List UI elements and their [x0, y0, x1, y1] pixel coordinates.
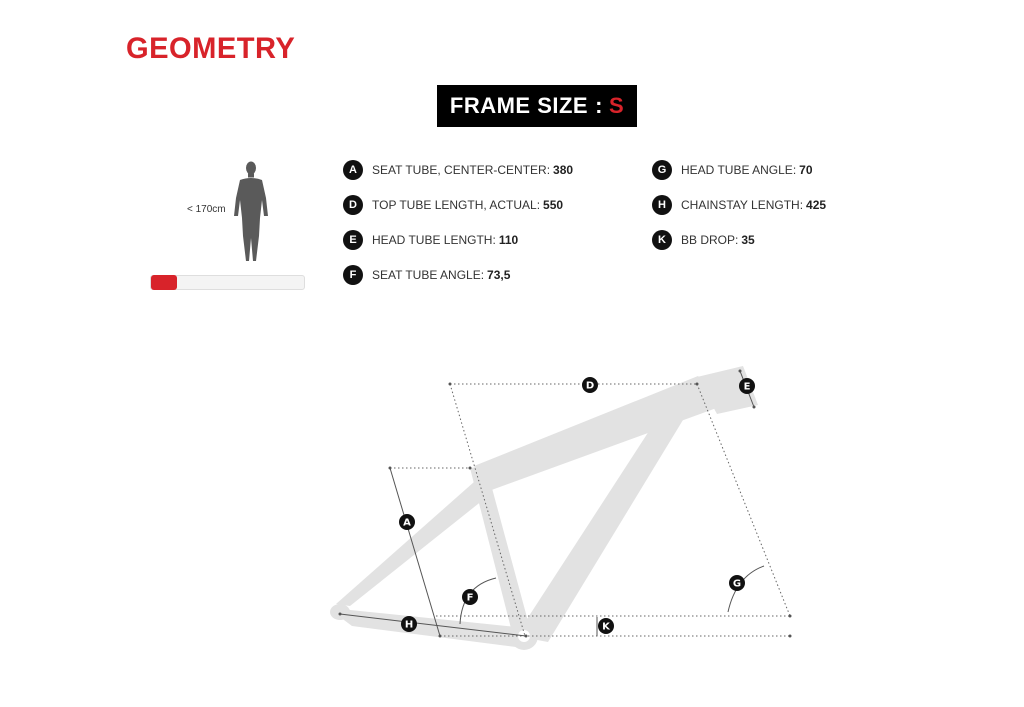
spec-badge-g: G [652, 160, 672, 180]
diagram-label-d [582, 377, 598, 393]
spec-badge-e: E [343, 230, 363, 250]
svg-text:E: E [743, 381, 751, 393]
spec-value: 110 [498, 233, 519, 247]
svg-text:G: G [732, 578, 742, 590]
spec-badge-f: F [343, 265, 363, 285]
spec-value: 73,5 [487, 268, 511, 282]
spec-value: 550 [543, 198, 564, 212]
svg-text:K: K [602, 621, 610, 633]
spec-value: 70 [799, 163, 813, 177]
spec-label: SEAT TUBE ANGLE: [372, 268, 485, 282]
frame-size-label: FRAME SIZE [449, 93, 589, 118]
frame-size-separator: : [595, 93, 603, 118]
diagram-label-e [739, 378, 755, 394]
spec-label: TOP TUBE LENGTH, ACTUAL: [372, 198, 541, 212]
diagram-label-g [729, 575, 745, 591]
spec-value: 380 [553, 163, 574, 177]
page-title: GEOMETRY [126, 32, 296, 65]
diagram-label-k [598, 618, 614, 634]
svg-text:F: F [466, 592, 474, 604]
spec-label: HEAD TUBE LENGTH: [372, 233, 496, 247]
spec-badge-k: K [652, 230, 672, 250]
spec-label: BB DROP: [681, 233, 739, 247]
svg-text:D: D [585, 380, 595, 392]
diagram-label-f [462, 589, 478, 605]
spec-value: 425 [806, 198, 827, 212]
svg-text:H: H [404, 619, 414, 631]
diagram-label-h [401, 616, 417, 632]
spec-label: HEAD TUBE ANGLE: [681, 163, 797, 177]
svg-text:A: A [403, 517, 411, 529]
spec-label: SEAT TUBE, CENTER-CENTER: [372, 163, 551, 177]
spec-badge-h: H [652, 195, 672, 215]
spec-value: 35 [741, 233, 755, 247]
frame-size-value: S [608, 93, 625, 118]
spec-label: CHAINSTAY LENGTH: [681, 198, 804, 212]
spec-badge-a: A [343, 160, 363, 180]
diagram-label-a [399, 514, 415, 530]
rider-height-range: < 170cm [187, 204, 226, 215]
spec-badge-d: D [343, 195, 363, 215]
